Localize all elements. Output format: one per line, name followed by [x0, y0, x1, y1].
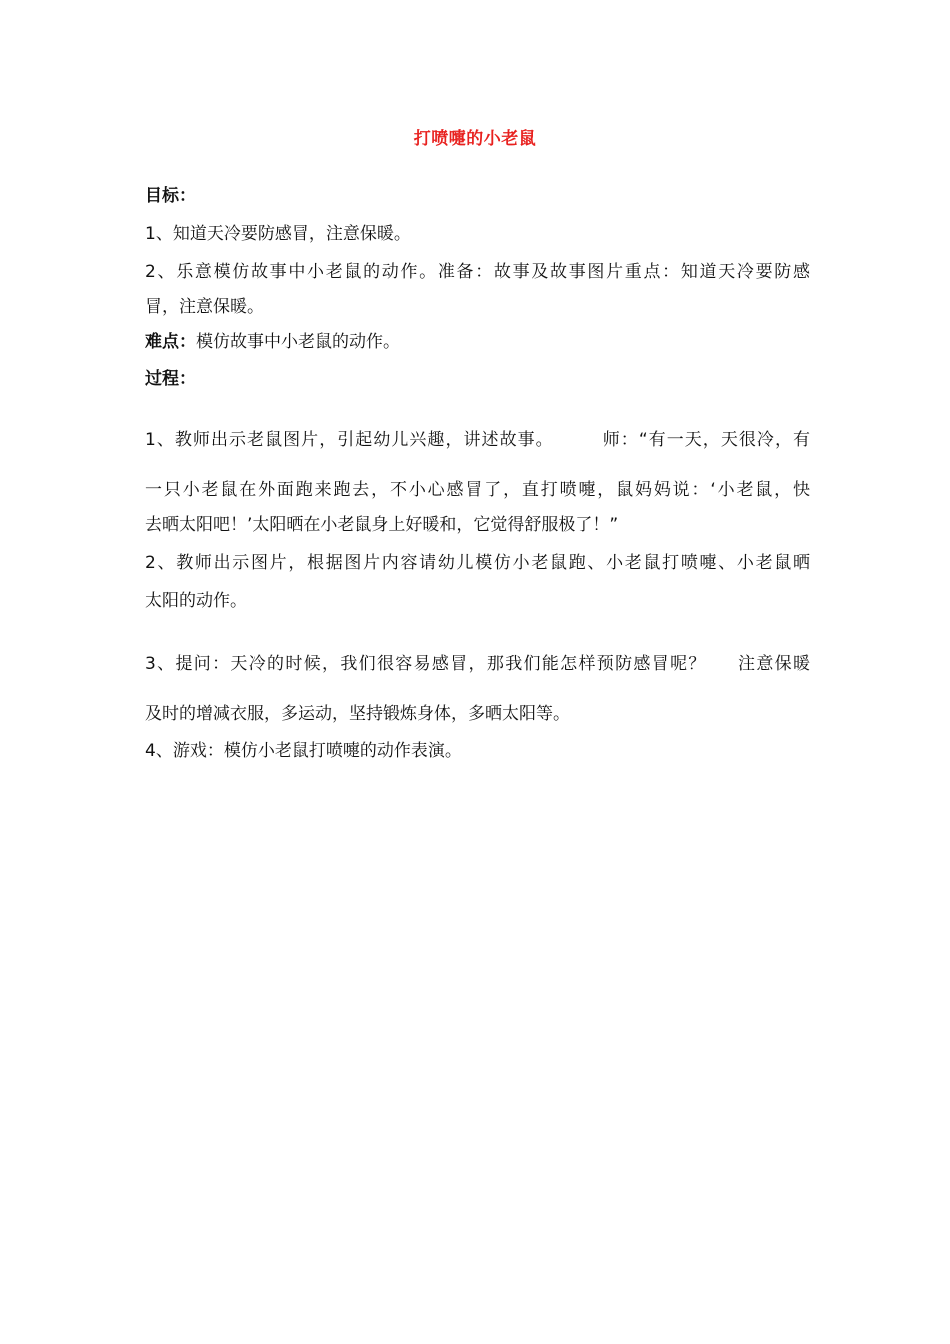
goal-2-line-1: 2、乐意模仿故事中小老鼠的动作。准备：故事及故事图片重点：知道天冷要防感 — [145, 262, 810, 282]
difficulty-label: 难点： — [145, 332, 196, 352]
step-1-text-a: 1、教师出示老鼠图片，引起幼儿兴趣，讲述故事。 — [145, 430, 554, 450]
step-3-line-1 — [145, 652, 810, 676]
step-4: 4、游戏：模仿小老鼠打喷嚏的动作表演。 — [145, 741, 462, 761]
step-3-text-b: 注意保暖 — [736, 654, 810, 674]
step-1-line-2: 一只小老鼠在外面跑来跑去，不小心感冒了，直打喷嚏，鼠妈妈说：‘小老鼠，快 — [145, 480, 810, 500]
step-3-text-a: 3、提问：天冷的时候，我们很容易感冒，那我们能怎样预防感冒呢？ — [145, 654, 707, 674]
step-1-line-3: 去晒太阳吧！’太阳晒在小老鼠身上好暖和，它觉得舒服极了！” — [145, 515, 619, 535]
step-1-line-1 — [145, 428, 810, 452]
difficulty-text: 模仿故事中小老鼠的动作。 — [196, 332, 400, 352]
process-heading: 过程： — [145, 369, 196, 389]
step-2-line-1: 2、教师出示图片，根据图片内容请幼儿模仿小老鼠跑、小老鼠打喷嚏、小老鼠晒 — [145, 553, 810, 573]
goals-heading: 目标： — [145, 186, 196, 206]
goal-2-line-2: 冒，注意保暖。 — [145, 297, 264, 317]
step-1-text-b: 师：“有一天，天很冷，有 — [601, 430, 810, 450]
difficulty-paragraph — [145, 330, 810, 354]
step-3-line-2: 及时的增减衣服，多运动，坚持锻炼身体，多晒太阳等。 — [145, 704, 570, 724]
document-title: 打喷嚏的小老鼠 — [413, 129, 537, 149]
goal-1: 1、知道天冷要防感冒，注意保暖。 — [145, 224, 411, 244]
step-2-line-2: 太阳的动作。 — [145, 591, 247, 611]
